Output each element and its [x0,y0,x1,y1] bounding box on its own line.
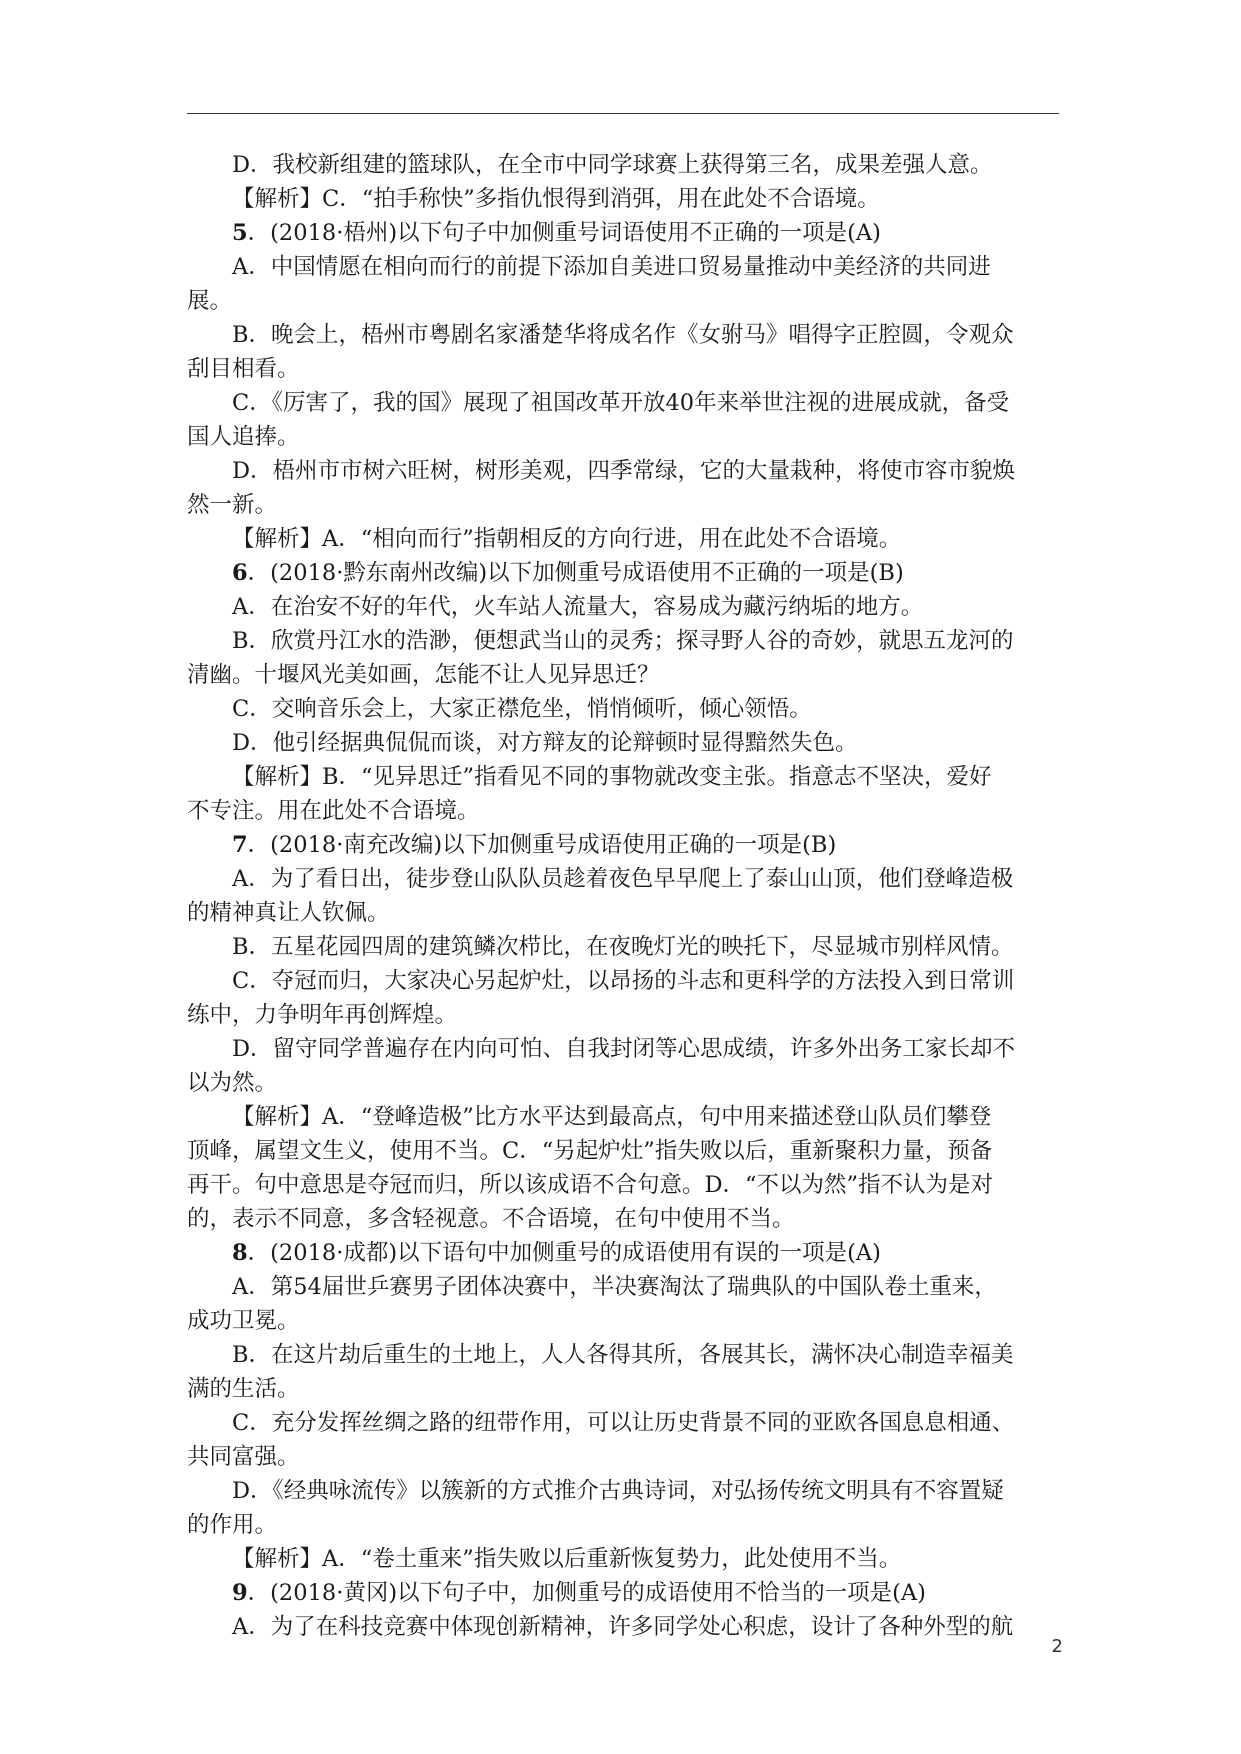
question-line [187,216,1059,250]
question-number: 9 [232,1580,248,1606]
option-line: A．中国情愿在相向而行的前提下添加自美进口贸易量推动中美经济的共同进 [232,254,991,280]
option-line: A．第54届世乒赛男子团体决赛中，半决赛淘汰了瑞典队的中国队卷土重来， [232,1274,997,1300]
question-text: ．(2018·黔东南州改编)以下加侧重号成语使用不正确的一项是(B) [247,560,904,586]
continuation-line: 满的生活。 [187,1376,300,1402]
page-number: 2 [1051,1636,1063,1657]
question-line [187,556,1059,590]
analysis-line: 【解析】C．“拍手称快”多指仇恨得到消弭，用在此处不合语境。 [232,186,880,212]
continuation-line: 刮目相看。 [187,356,300,382]
continuation-line: 清幽。十堰风光美如画，怎能不让人见异思迁？ [187,662,660,688]
option-line: C．《厉害了，我的国》展现了祖国改革开放40年来举世注视的进展成就，备受 [232,390,1010,416]
option-line: D．他引经据典侃侃而谈，对方辩友的论辩顿时显得黯然失色。 [232,730,858,756]
document-body [187,148,1059,1644]
option-line: C．充分发挥丝绸之路的纽带作用，可以让历史背景不同的亚欧各国息息相通、 [232,1410,1015,1436]
question-number: 7 [232,832,248,858]
continuation-line: 的精神真让人钦佩。 [187,900,390,926]
continuation-line: 的作用。 [187,1512,278,1538]
option-line: A．在治安不好的年代，火车站人流量大，容易成为藏污纳垢的地方。 [232,594,924,620]
option-line: A．为了在科技竞赛中体现创新精神，许多同学处心积虑，设计了各种外型的航 [232,1614,1014,1640]
analysis-line: 【解析】A．“卷土重来”指失败以后重新恢复势力，此处使用不当。 [232,1546,902,1572]
header-rule [187,113,1059,114]
option-line: D．梧州市市树六旺树，树形美观，四季常绿，它的大量栽种，将使市容市貌焕 [232,458,1016,484]
option-line: A．为了看日出，徒步登山队队员趁着夜色早早爬上了泰山山顶，他们登峰造极 [232,866,1014,892]
continuation-line: 练中，力争明年再创辉煌。 [187,1002,458,1028]
question-text: ．(2018·南充改编)以下加侧重号成语使用正确的一项是(B) [247,832,837,858]
question-number: 6 [232,560,248,586]
question-text: ．(2018·黄冈)以下句子中，加侧重号的成语使用不恰当的一项是(A) [247,1580,926,1606]
continuation-line: 展。 [187,288,233,314]
continuation-line: 再干。句中意思是夺冠而归，所以该成语不合句意。D．“不以为然”指不认为是对 [187,1172,994,1198]
option-line: B．在这片劫后重生的土地上，人人各得其所，各展其长，满怀决心制造幸福美 [232,1342,1014,1368]
continuation-line: 国人追捧。 [187,424,300,450]
option-line: B．五星花园四周的建筑鳞次栉比，在夜晚灯光的映托下，尽显城市别样风情。 [232,934,1014,960]
option-line: C．夺冠而归，大家决心另起炉灶，以昂扬的斗志和更科学的方法投入到日常训 [232,968,1015,994]
question-number: 5 [232,220,248,246]
analysis-line: 【解析】A．“登峰造极”比方水平达到最高点，句中用来描述登山队员们攀登 [232,1104,992,1130]
analysis-line: 【解析】A．“相向而行”指朝相反的方向行进，用在此处不合语境。 [232,526,902,552]
question-text: ．(2018·成都)以下语句中加侧重号的成语使用有误的一项是(A) [247,1240,881,1266]
option-line: B．晚会上，梧州市粤剧名家潘楚华将成名作《女驸马》唱得字正腔圆，令观众 [232,322,1014,348]
continuation-line: 顶峰，属望文生义，使用不当。C．“另起炉灶”指失败以后，重新聚积力量，预备 [187,1138,993,1164]
question-line [187,1576,1059,1610]
analysis-line: 【解析】B．“见异思迁”指看见不同的事物就改变主张。指意志不坚决，爱好 [232,764,992,790]
continuation-line: 然一新。 [187,492,278,518]
option-line: D．我校新组建的篮球队，在全市中同学球赛上获得第三名，成果差强人意。 [232,152,993,178]
continuation-line: 的，表示不同意，多含轻视意。不合语境，在句中使用不当。 [187,1206,795,1232]
question-number: 8 [232,1240,248,1266]
question-line [187,1236,1059,1270]
option-line: C．交响音乐会上，大家正襟危坐，悄悄倾听，倾心领悟。 [232,696,812,722]
continuation-line: 成功卫冕。 [187,1308,300,1334]
continuation-line: 不专注。用在此处不合语境。 [187,798,480,824]
option-line: D．留守同学普遍存在内向可怕、自我封闭等心思成绩，许多外出务工家长却不 [232,1036,1016,1062]
continuation-line: 共同富强。 [187,1444,300,1470]
question-line [187,828,1059,862]
option-line: B．欣赏丹江水的浩渺，便想武当山的灵秀；探寻野人谷的奇妙，就思五龙河的 [232,628,1014,654]
question-text: ．(2018·梧州)以下句子中加侧重号词语使用不正确的一项是(A) [247,220,881,246]
option-line: D．《经典咏流传》以簇新的方式推介古典诗词，对弘扬传统文明具有不容置疑 [232,1478,1004,1504]
continuation-line: 以为然。 [187,1070,278,1096]
